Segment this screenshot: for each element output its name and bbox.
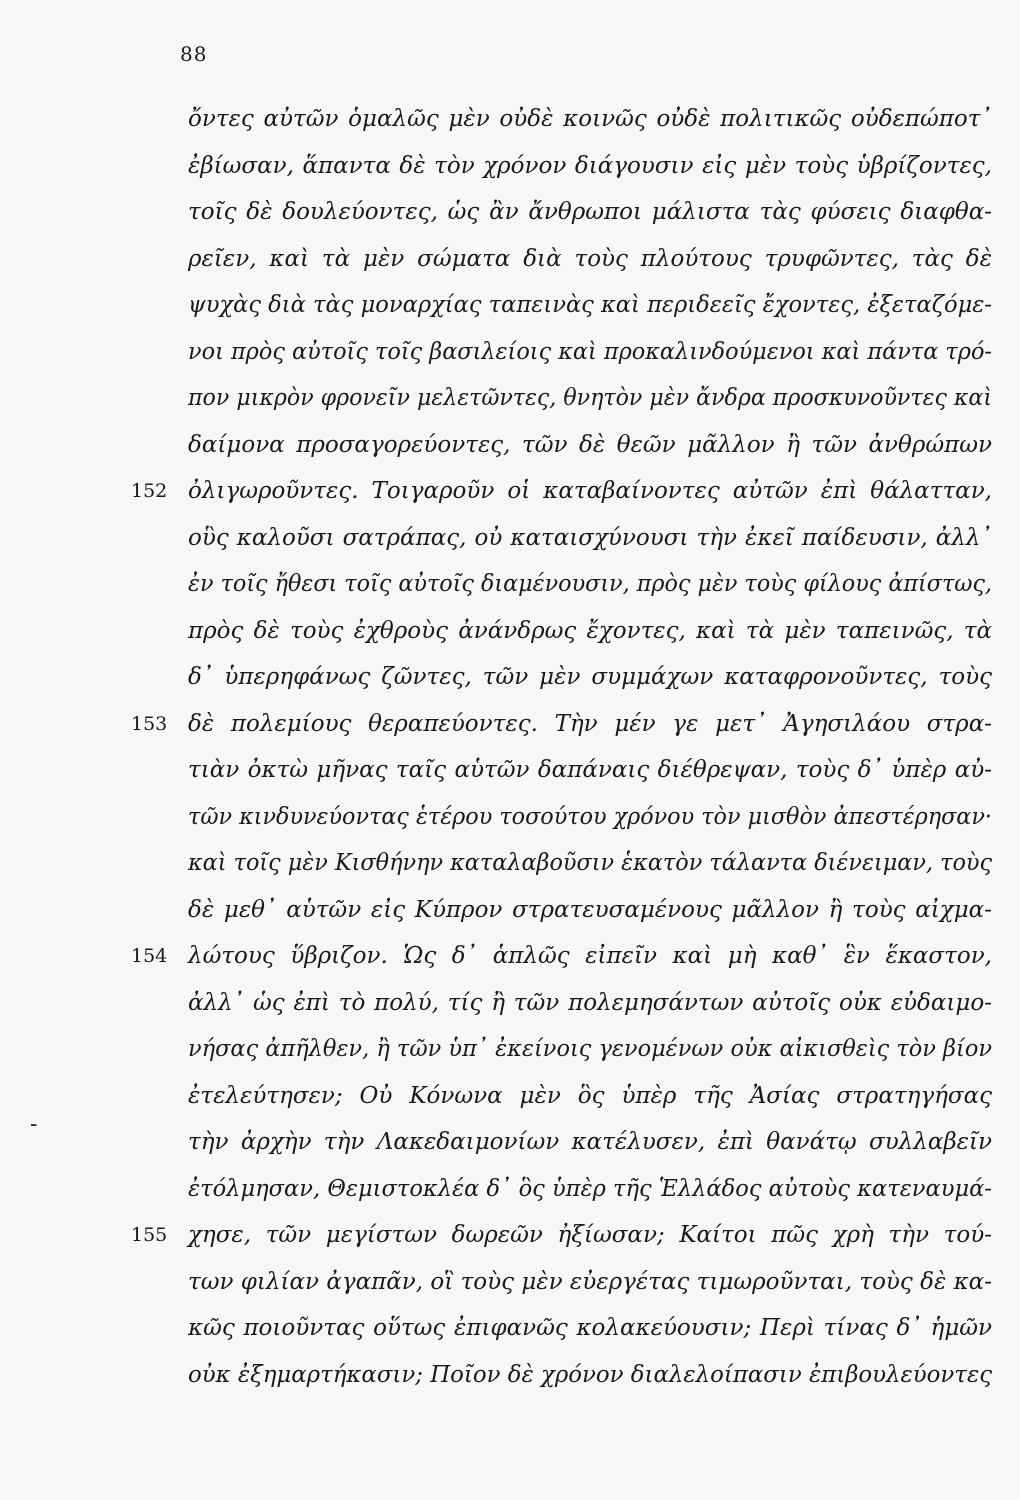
- text-line: [188, 561, 992, 608]
- line-text: δ᾽ ὑπερηφάνως ζῶντες, τῶν μὲν συμμάχων καταφρονοῦντες, τοὺς: [188, 664, 992, 690]
- text-line: [131, 468, 992, 515]
- line-text: ἐβίωσαν, ἅπαντα δὲ τὸν χρόνον διάγουσιν εἰς μὲν τοὺς ὑβρίζοντες,: [188, 152, 992, 179]
- text-line: [188, 143, 992, 190]
- section-number: 153: [131, 712, 168, 735]
- line-text: ὀλιγωροῦντες. Τοιγαροῦν οἱ καταβαίνοντες αὐτῶν ἐπὶ θάλατταν,: [188, 478, 992, 504]
- text-line: [188, 1305, 992, 1352]
- line-text: νοι πρὸς αὐτοῖς τοῖς βασιλείοις καὶ προκαλινδούμενοι καὶ πάντα τρό-: [188, 338, 992, 365]
- line-text: οὓς καλοῦσι σατράπας, οὐ καταισχύνουσι τὴν ἐκεῖ παίδευσιν, ἀλλ᾽: [188, 524, 992, 551]
- text-line: [188, 375, 992, 422]
- body-text: [131, 96, 992, 1398]
- text-line: [188, 654, 992, 701]
- text-line: [188, 1026, 992, 1073]
- text-line: [188, 96, 992, 143]
- text-line: [188, 980, 992, 1027]
- line-text: ἐν τοῖς ἤθεσι τοῖς αὐτοῖς διαμένουσιν, πρὸς μὲν τοὺς φίλους ἀπίστως,: [188, 571, 992, 597]
- text-line: [131, 1212, 992, 1259]
- text-line: [188, 189, 992, 236]
- line-text: ὄντες αὐτῶν ὁμαλῶς μὲν οὐδὲ κοινῶς οὐδὲ πολιτικῶς οὐδεπώποτ᾽: [188, 106, 992, 132]
- line-text: κῶς ποιοῦντας οὕτως ἐπιφανῶς κολακεύουσιν; Περὶ τίνας δ᾽ ἡμῶν: [188, 1315, 992, 1341]
- text-line: [188, 794, 992, 841]
- line-text: ἐτελεύτησεν; Οὐ Κόνωνα μὲν ὃς ὑπὲρ τῆς Ἀσίας στρατηγήσας: [188, 1082, 992, 1109]
- section-number: 154: [131, 945, 168, 967]
- text-line: [188, 1259, 992, 1306]
- text-line: [188, 515, 992, 562]
- line-text: τὴν ἀρχὴν τὴν Λακεδαιμονίων κατέλυσεν, ἐπὶ θανάτῳ συλλαβεῖν: [188, 1129, 992, 1155]
- text-line: [188, 747, 992, 794]
- line-text: οὐκ ἐξημαρτήκασιν; Ποῖον δὲ χρόνον διαλελοίπασιν ἐπιβουλεύοντες: [188, 1361, 992, 1388]
- text-line: [188, 887, 992, 934]
- line-text: των φιλίαν ἀγαπᾶν, οἳ τοὺς μὲν εὐεργέτας τιμωροῦνται, τοὺς δὲ κα-: [188, 1268, 992, 1295]
- line-text: τοῖς δὲ δουλεύοντες, ὡς ἂν ἄνθρωποι μάλιστα τὰς φύσεις διαφθα-: [188, 199, 992, 225]
- text-line: [188, 608, 992, 655]
- line-text: ἐτόλμησαν, Θεμιστοκλέα δ᾽ ὃς ὑπὲρ τῆς Ἑλλάδος αὐτοὺς κατεναυμά-: [188, 1175, 992, 1202]
- line-text: χησε, τῶν μεγίστων δωρεῶν ἠξίωσαν; Καίτοι πῶς χρὴ τὴν τού-: [188, 1222, 992, 1248]
- line-text: νήσας ἀπῆλθεν, ἢ τῶν ὑπ᾽ ἐκείνοις γενομένων οὐκ αἰκισθεὶς τὸν βίον: [188, 1036, 992, 1062]
- text-line: [188, 422, 992, 469]
- section-number: 152: [131, 480, 168, 502]
- line-text: καὶ τοῖς μὲν Κισθήνην καταλαβοῦσιν ἑκατὸν τάλαντα διένειμαν, τοὺς: [188, 850, 992, 876]
- text-line: [188, 1073, 992, 1120]
- line-text: πον μικρὸν φρονεῖν μελετῶντες, θνητὸν μὲν ἄνδρα προσκυνοῦντες καὶ: [188, 385, 992, 411]
- text-line: [188, 236, 992, 283]
- line-text: ἀλλ᾽ ὡς ἐπὶ τὸ πολύ, τίς ἢ τῶν πολεμησάντων αὐτοῖς οὐκ εὐδαιμο-: [188, 989, 992, 1016]
- page-number: 88: [180, 42, 208, 66]
- line-text: ψυχὰς διὰ τὰς μοναρχίας ταπεινὰς καὶ περιδεεῖς ἔχοντες, ἐξεταζόμε-: [188, 292, 992, 318]
- text-line: [131, 933, 992, 980]
- text-line: [188, 282, 992, 329]
- text-line: [188, 840, 992, 887]
- text-line: [188, 1352, 992, 1399]
- section-number: 155: [131, 1224, 168, 1246]
- text-line: [188, 1166, 992, 1213]
- line-text: λώτους ὕβριζον. Ὡς δ᾽ ἁπλῶς εἰπεῖν καὶ μὴ καθ᾽ ἓν ἕκαστον,: [188, 943, 992, 969]
- text-line: [188, 329, 992, 376]
- line-text: δὲ πολεμίους θεραπεύοντες. Τὴν μέν γε μετ᾽ Ἀγησιλάου στρα-: [188, 710, 992, 737]
- line-text: τῶν κινδυνεύοντας ἑτέρου τοσούτου χρόνου τὸν μισθὸν ἀπεστέρησαν·: [188, 803, 992, 830]
- margin-mark: -: [30, 1112, 38, 1137]
- text-line: [188, 1119, 992, 1166]
- text-line: [131, 701, 992, 748]
- line-text: τιὰν ὀκτὼ μῆνας ταῖς αὑτῶν δαπάναις διέθρεψαν, τοὺς δ᾽ ὑπὲρ αὐ-: [188, 757, 992, 783]
- line-text: ρεῖεν, καὶ τὰ μὲν σώματα διὰ τοὺς πλούτους τρυφῶντες, τὰς δὲ: [188, 245, 992, 272]
- line-text: πρὸς δὲ τοὺς ἐχθροὺς ἀνάνδρως ἔχοντες, καὶ τὰ μὲν ταπεινῶς, τὰ: [188, 617, 992, 644]
- line-text: δὲ μεθ᾽ αὑτῶν εἰς Κύπρον στρατευσαμένους μᾶλλον ἢ τοὺς αἰχμα-: [188, 896, 992, 923]
- line-text: δαίμονα προσαγορεύοντες, τῶν δὲ θεῶν μᾶλλον ἢ τῶν ἀνθρώπων: [188, 431, 992, 458]
